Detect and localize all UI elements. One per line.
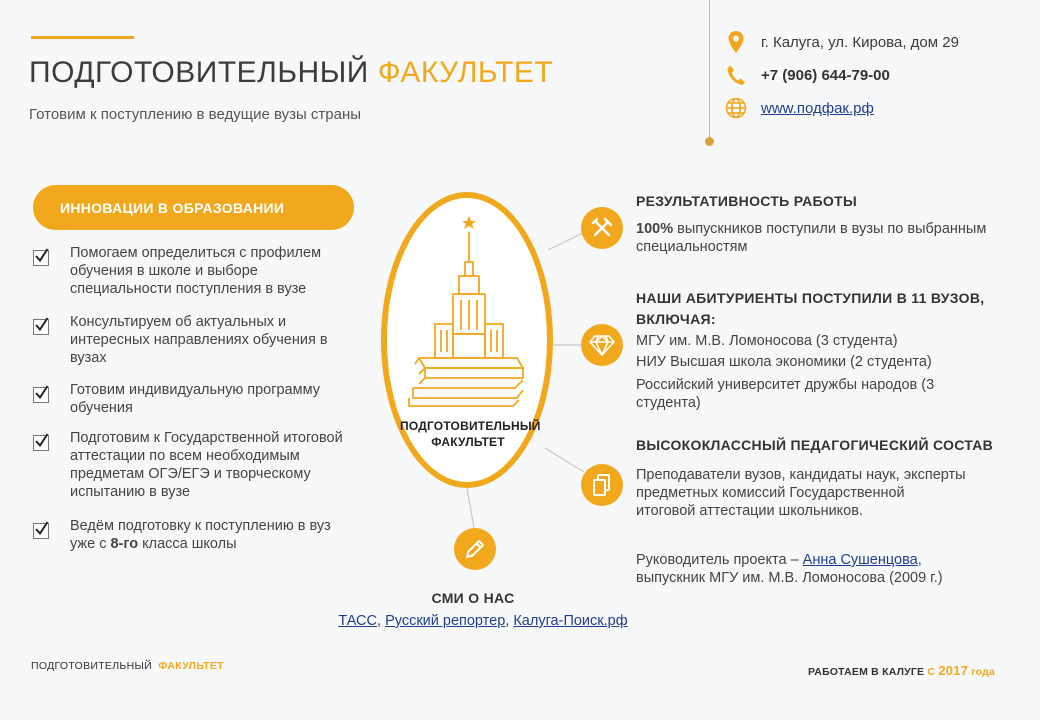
diamond-icon: [581, 324, 623, 366]
staff-text: Преподаватели вузов, кандидаты наук, эксперты предметных комиссий Государственной итоговой аттестации школьников.: [636, 467, 966, 519]
innovations-header: ИННОВАЦИИ В ОБРАЗОВАНИИ: [33, 185, 354, 230]
results-text: 100% выпускников поступили в вузы по выбранным специальностям: [636, 221, 987, 255]
media-title: СМИ О НАС: [431, 590, 515, 606]
pencil-icon: [454, 528, 496, 570]
admissions-title: НАШИ АБИТУРИЕНТЫ ПОСТУПИЛИ В 11 ВУЗОВ, ВКЛЮЧАЯ:: [636, 290, 985, 327]
media-link-tass[interactable]: ТАСС: [338, 613, 377, 629]
address-text: г. Калуга, ул. Кирова, дом 29: [761, 33, 959, 51]
media-links: ТАСС, Русский репортер, Калуга-Поиск.рф: [338, 613, 628, 629]
footer-since: РАБОТАЕМ В КАЛУГЕ С 2017 года: [808, 663, 995, 678]
page-subtitle: Готовим к поступлению в ведущие вузы страны: [29, 106, 362, 123]
admissions-item: Российский университет дружбы народов (3 студента): [636, 377, 935, 411]
tools-icon: [581, 207, 623, 249]
university-building-icon: [405, 212, 530, 412]
media-link-reporter[interactable]: Русский репортер: [385, 613, 506, 629]
feature-text: Консультируем об актуальных и интересных направлениях обучения в вузах: [70, 314, 328, 366]
phone-text: +7 (906) 644-79-00: [761, 66, 890, 84]
feature-text: Готовим индивидуальную программу обучения: [70, 382, 320, 416]
staff-title: ВЫСОКОКЛАССНЫЙ ПЕДАГОГИЧЕСКИЙ СОСТАВ: [636, 437, 994, 453]
admissions-item: НИУ Высшая школа экономики (2 студента): [636, 354, 932, 370]
title-part2: ФАКУЛЬТЕТ: [377, 56, 554, 89]
documents-icon: [581, 464, 623, 506]
media-link-kaluga[interactable]: Калуга-Поиск.рф: [513, 613, 628, 629]
footer-brand: ПОДГОТОВИТЕЛЬНЫЙ ФАКУЛЬТЕТ: [31, 660, 224, 672]
feature-text: Ведём подготовку к поступлению в вуз уже с 8-го класса школы: [70, 518, 331, 552]
results-title: РЕЗУЛЬТАТИВНОСТЬ РАБОТЫ: [636, 193, 857, 209]
title-part1: ПОДГОТОВИТЕЛЬНЫЙ: [29, 56, 369, 89]
website-link[interactable]: www.подфак.рф: [761, 99, 874, 117]
feature-text: Подготовим к Государственной итоговой аттестации по всем необходимым предметам ОГЭ/ЕГЭ и творческому испытанию в вузе: [70, 430, 343, 500]
feature-text: Помогаем определиться с профилем обучения в школе и выборе специальности поступления в вузе: [70, 245, 322, 297]
logo-text: ПОДГОТОВИТЕЛЬНЫЙ ФАКУЛЬТЕТ: [400, 419, 541, 449]
leader-link[interactable]: Анна Сушенцова: [802, 552, 918, 568]
staff-leader: Руководитель проекта – Анна Сушенцова, выпускник МГУ им. М.В. Ломоносова (2009 г.): [636, 552, 943, 586]
admissions-item: МГУ им. М.В. Ломоносова (3 студента): [636, 333, 898, 349]
